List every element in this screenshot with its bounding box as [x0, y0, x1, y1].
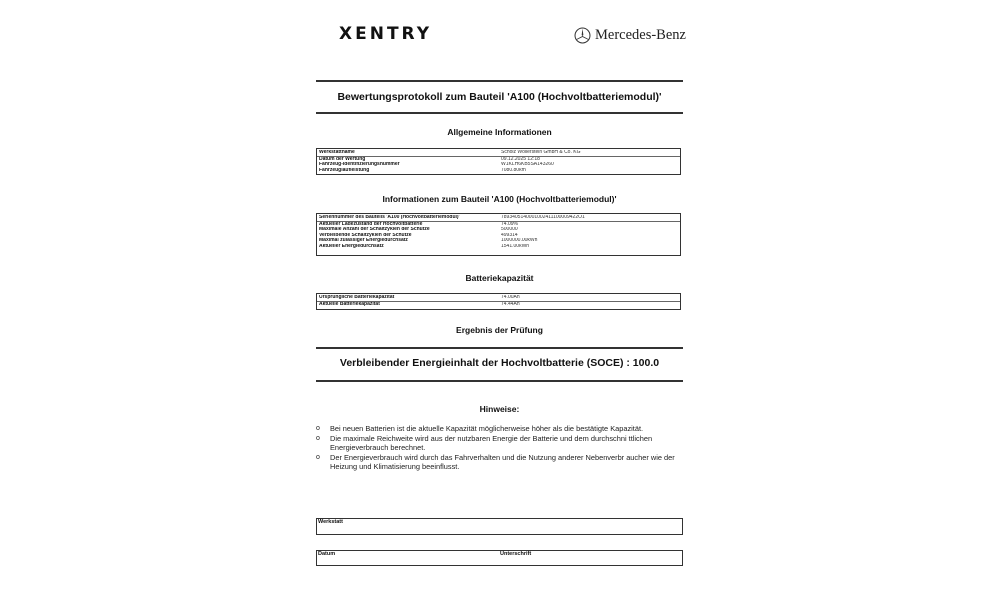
- signature-label: Unterschrift: [500, 551, 532, 557]
- row-label: Datum der Wertung: [319, 156, 366, 162]
- table-row: [317, 302, 680, 308]
- note-item: [316, 453, 691, 472]
- date-label: Datum: [318, 551, 336, 557]
- row-value: 7080.80km: [501, 167, 526, 173]
- xentry-logo: XENTRY: [339, 24, 433, 44]
- general-info-table: [316, 148, 681, 175]
- general-info-heading: Allgemeine Informationen: [447, 127, 552, 137]
- table-row: [317, 244, 680, 250]
- bullet-icon: o: [316, 453, 320, 461]
- note-text: Die maximale Reichweite wird aus der nutzbaren Energie der Batterie und dem durchschni ttlichen Energieverbrauch berechnet.: [330, 433, 653, 453]
- row-value: 74.09%: [501, 221, 518, 227]
- bullet-icon: o: [316, 425, 320, 432]
- row-value: 500000: [501, 227, 518, 232]
- row-label: Werkstattname: [319, 150, 355, 155]
- component-info-heading: Informationen zum Bauteil 'A100 (Hochvoltbatteriemodul)': [382, 194, 617, 204]
- divider: [316, 380, 683, 382]
- workshop-field: [316, 518, 683, 535]
- row-value: 09.12.2025 12:18: [501, 156, 540, 162]
- row-value: 7893405140001002411100009422O1: [501, 215, 585, 220]
- note-item: [316, 434, 691, 453]
- row-value: 1541.00kWh: [501, 243, 530, 249]
- bullet-icon: o: [316, 434, 320, 442]
- soce-result: Verbleibender Energieinhalt der Hochvoltbatterie (SOCE) : 100.0: [339, 357, 660, 369]
- row-value: 1000000.00kWh: [501, 238, 538, 243]
- row-label: Maximale Anzahl der Schaltzyklen der Schütze: [319, 227, 430, 232]
- notes-list: [316, 424, 691, 472]
- row-label: Maximal zulässiger Energiedurchsatz: [319, 238, 408, 243]
- mercedes-star-icon: [574, 27, 591, 44]
- row-label: Seriennummer des Bauteils 'A100 (Hochvoltbatteriemodul)': [319, 215, 460, 220]
- battery-capacity-heading: Batteriekapazität: [465, 273, 534, 283]
- divider: [316, 112, 683, 114]
- row-label: Aktueller Ladezustand der Hochvoltbatterie: [319, 221, 423, 227]
- note-text: Der Energieverbrauch wird durch das Fahrverhalten und die Nutzung anderer Nebenverbr aucher wie der Heizung und Klimatisierung beeinflusst.: [330, 452, 675, 472]
- row-label: Aktueller Energiedurchsatz: [319, 243, 384, 249]
- row-value: Scholz Wöllerstein GmbH & Co. KG: [501, 150, 581, 155]
- workshop-label: Werkstatt: [318, 519, 343, 525]
- component-info-table: [316, 213, 681, 256]
- battery-capacity-table: [316, 293, 681, 310]
- row-value: 499314: [501, 232, 518, 238]
- note-text: Bei neuen Batterien ist die aktuelle Kapazität möglicherweise höher als die bestätigte Kapazität.: [330, 424, 644, 433]
- row-label: Fahrzeug-Identifizierungsnummer: [319, 162, 400, 167]
- divider: [316, 347, 683, 349]
- mercedes-benz-logo: [574, 27, 686, 44]
- note-item: [316, 424, 691, 434]
- result-heading: Ergebnis der Prüfung: [456, 325, 543, 335]
- row-value: W1KLH6KB5SA143260: [501, 162, 554, 167]
- row-label: Verbleibende Schaltzyklen der Schütze: [319, 232, 412, 238]
- table-row: [317, 168, 680, 174]
- date-signature-field: [316, 550, 683, 566]
- row-value: 74.44Ah: [501, 301, 520, 307]
- row-value: 74.00Ah: [501, 295, 520, 300]
- row-label: Ursprüngliche Batteriekapazität: [319, 295, 395, 300]
- row-label: Aktuelle Batteriekapazität: [319, 301, 380, 307]
- notes-heading: Hinweise:: [479, 404, 520, 414]
- page-title: Bewertungsprotokoll zum Bauteil 'A100 (Hochvoltbatteriemodul)': [337, 91, 662, 103]
- brand-name: Mercedes-Benz: [595, 27, 686, 43]
- divider: [316, 80, 683, 82]
- row-label: Fahrzeuglaufleistung: [319, 167, 370, 173]
